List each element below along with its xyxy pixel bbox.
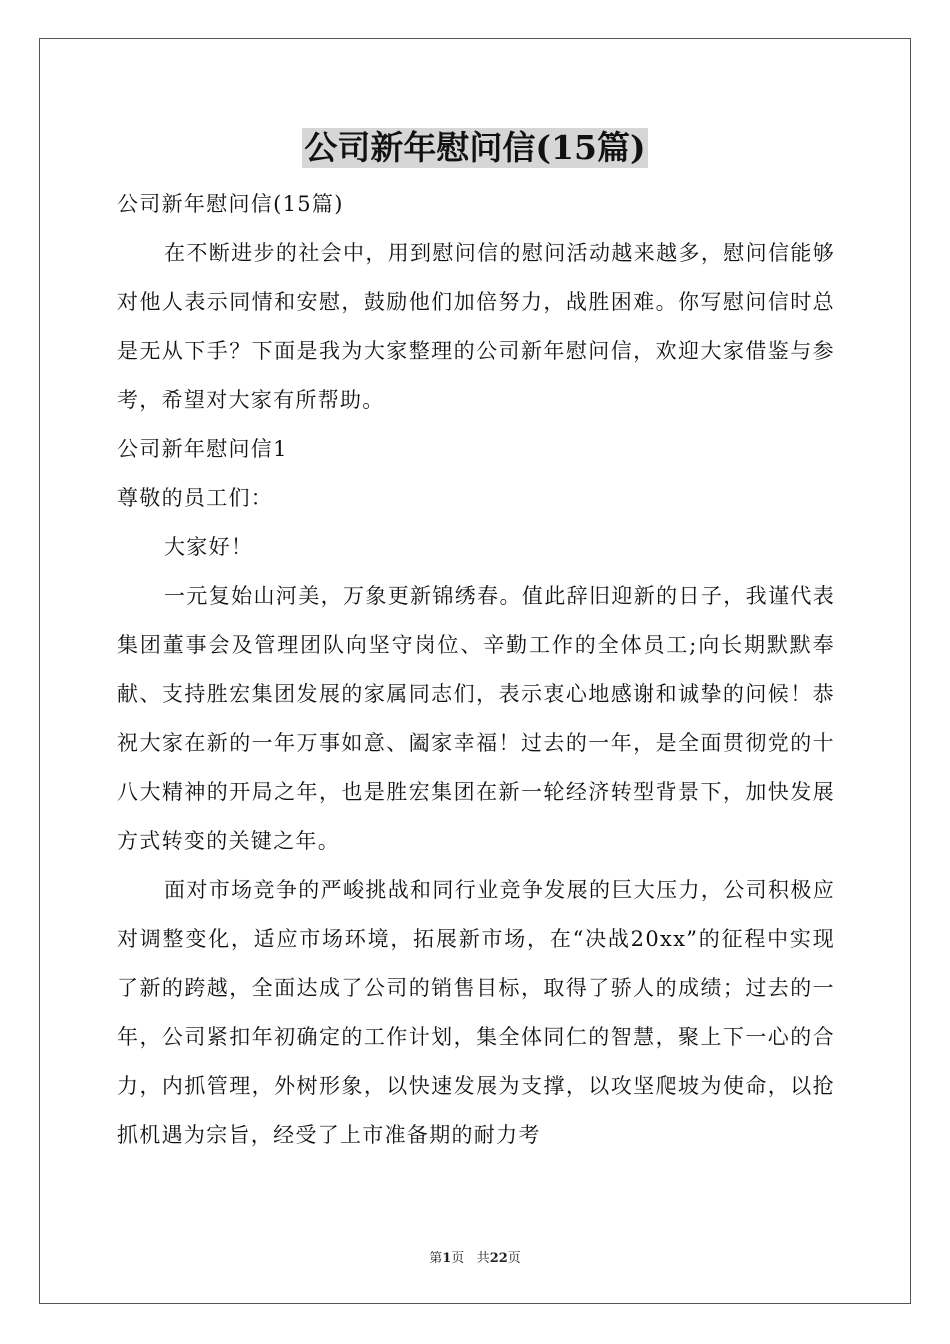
section-heading: 公司新年慰问信1	[117, 437, 288, 461]
body-paragraph: 面对市场竞争的严峻挑战和同行业竞争发展的巨大压力，公司积极应对调整变化，适应市场环境，拓展新市场，在“决战20xx”的征程中实现了新的跨越，全面达成了公司的销售目标，取得了骄人的成绩；过去的一年，公司紧扣年初确定的工作计划，集全体同仁的智慧，聚上下一心的合力，内抓管理，外树形象，以快速发展为支撑，以攻坚爬坡为使命，以抢抓机遇为宗旨，经受了上市准备期的耐力考	[117, 878, 835, 1147]
page-label-suffix: 页	[451, 1251, 465, 1266]
subtitle-line: 公司新年慰问信(15篇)	[117, 192, 344, 216]
intro-paragraph: 在不断进步的社会中，用到慰问信的慰问活动越来越多，慰问信能够对他人表示同情和安慰，鼓励他们加倍努力，战胜困难。你写慰问信时总是无从下手？下面是我为大家整理的公司新年慰问信，欢迎大家借鉴与参考，希望对大家有所帮助。	[117, 241, 835, 412]
page-label-prefix: 第	[429, 1251, 443, 1266]
total-pages: 22	[489, 1251, 508, 1266]
greeting: 大家好！	[164, 535, 254, 559]
salutation: 尊敬的员工们：	[117, 486, 274, 510]
total-label-prefix: 共	[476, 1251, 490, 1266]
title-wrap	[0, 128, 950, 168]
total-label-suffix: 页	[507, 1251, 521, 1266]
page-number: 1	[442, 1251, 452, 1266]
body-paragraph: 一元复始山河美，万象更新锦绣春。值此辞旧迎新的日子，我谨代表集团董事会及管理团队向坚守岗位、辛勤工作的全体员工;向长期默默奉献、支持胜宏集团发展的家属同志们，表示衷心地感谢和诚挚的问候！恭祝大家在新的一年万事如意、阖家幸福！过去的一年，是全面贯彻党的十八大精神的开局之年，也是胜宏集团在新一轮经济转型背景下，加快发展方式转变的关键之年。	[117, 584, 835, 853]
page-footer	[0, 1247, 950, 1266]
document-title: 公司新年慰问信(15篇)	[304, 128, 646, 167]
document-body	[117, 180, 835, 1160]
